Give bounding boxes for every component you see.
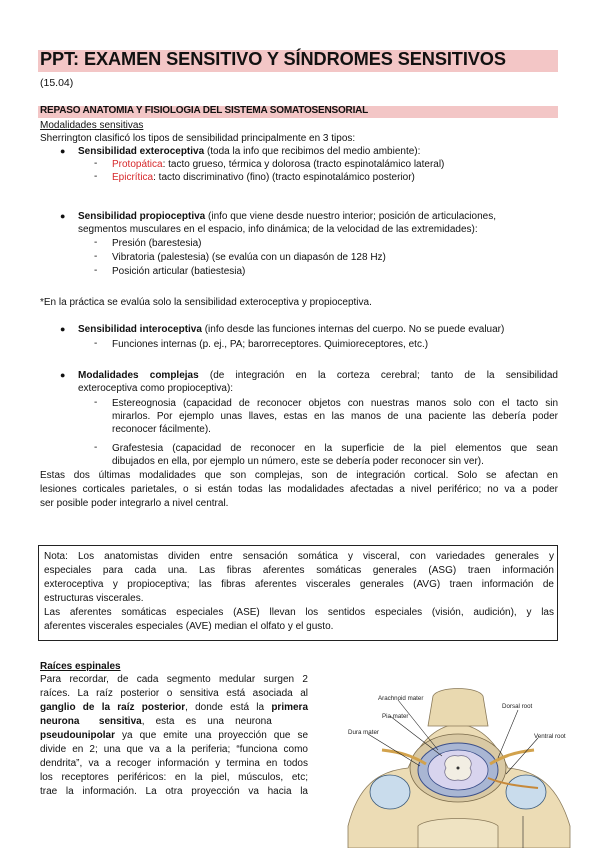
raices-heading: Raíces espinales [40, 661, 121, 672]
estereognosia-line-2: mirarlos. Por ejemplo unas llaves, estas en las manos de una paciente las debería poder [112, 411, 558, 422]
dash-icon: - [94, 265, 98, 276]
dash-icon: - [94, 397, 98, 408]
propioceptiva-item: Posición articular (batiestesia) [112, 266, 246, 277]
raices-line-5: pseudounipolar ya que emite una proyección que se [40, 730, 308, 741]
closing-line-1: Estas dos últimas modalidades que son complejas, son de integración cortical. Solo se afectan en [40, 470, 558, 481]
dash-icon: - [94, 442, 98, 453]
label-ventral-root: Ventral root [534, 733, 566, 740]
note-line-6: aferentes viscerales especiales (AVE) median el olfato y el gusto. [44, 621, 334, 632]
raices-line-6: divide en 2; una que va a la periferia; “funciona como [40, 744, 308, 755]
bullet-icon: ● [60, 211, 66, 221]
propioceptiva-item: Vibratoria (palestesia) (se evalúa con un diapasón de 128 Hz) [112, 252, 386, 263]
note-line-4: estructuras viscerales. [44, 593, 144, 604]
modalidades-heading: Modalidades sensitivas [40, 120, 144, 131]
label-dura: Dura mater [348, 729, 379, 736]
grafestesia-line-2: dibujados en ella, por ejemplo un número, este se debería poder reconocer sin ver). [112, 456, 484, 467]
exteroceptiva-line: Sensibilidad exteroceptiva (toda la info que recibimos del medio ambiente): [78, 146, 421, 157]
label-dorsal-root: Dorsal root [502, 703, 533, 710]
closing-line-3: ser posible poder integrarlo a nivel central. [40, 498, 229, 509]
closing-line-2: lesiones corticales parietales, o si están todas las modalidades afectadas a nivel periférico; no va a poder [40, 484, 558, 495]
grafestesia-line-1: Grafestesia (capacidad de reconocer en la superficie de la piel elementos que sean [112, 443, 558, 454]
bullet-icon: ● [60, 370, 66, 380]
note-line-5: Las aferentes somáticas especiales (ASE) llevan los sentidos especiales (visión, audición), y las [44, 607, 554, 618]
note-line-2: especiales para cada una. Las fibras aferentes somáticas generales (ASG) traen información [44, 565, 554, 576]
dash-icon: - [94, 251, 98, 262]
label-arachnoid: Arachnoid mater [378, 695, 424, 702]
intro-text: Sherrington clasificó los tipos de sensibilidad principalmente en 3 tipos: [40, 133, 356, 144]
complejas-line-2: exteroceptiva como propioceptiva): [78, 383, 234, 394]
dash-icon: - [94, 158, 98, 169]
raices-line-3: ganglio de la raíz posterior, donde está la primera [40, 702, 309, 713]
estereognosia-line-1: Estereognosia (capacidad de reconocer objetos con nuestras manos solo con el tacto sin [112, 398, 558, 409]
raices-line-7: dendrita”, va a recoger información y termina en todos [40, 758, 308, 769]
raices-line-2: raíces. La raíz posterior o sensitiva está asociada al [40, 688, 308, 699]
estereognosia-line-3: reconocer fácilmente). [112, 424, 211, 435]
propioceptiva-line-1: Sensibilidad propioceptiva (info que viene desde nuestro interior; posición de articulaciones, [78, 211, 496, 222]
raices-line-9: trae la información. La otra proyección va hacia la [40, 786, 308, 797]
raices-line-4: neurona sensitiva, esta es una neurona [40, 716, 272, 727]
bullet-icon: ● [60, 324, 66, 334]
raices-line-8: los receptores periféricos: en la piel, músculos, etc; [40, 772, 308, 783]
section-title: REPASO ANATOMIA Y FISIOLOGIA DEL SISTEMA SOMATOSENSORIAL [40, 105, 369, 116]
page-title: PPT: EXAMEN SENSITIVO Y SÍNDROMES SENSITIVOS [40, 49, 506, 69]
complejas-line-1: Modalidades complejas (de integración en la corteza cerebral; tanto de la sensibilidad [78, 370, 558, 381]
protopatica-item: Protopática: tacto grueso, térmica y dolorosa (tracto espinotalámico lateral) [112, 159, 445, 170]
note-line-1: Nota: Los anatomistas dividen entre sensación somática y visceral, con variedades generales y [44, 551, 554, 562]
bullet-icon: ● [60, 146, 66, 156]
spinal-cord-figure [338, 676, 578, 848]
date-label: (15.04) [40, 77, 74, 89]
interoceptiva-item: Funciones internas (p. ej., PA; barorreceptores. Quimioreceptores, etc.) [112, 339, 429, 350]
label-pia: Pia mater [382, 713, 409, 720]
practice-note: *En la práctica se evalúa solo la sensibilidad exteroceptiva y propioceptiva. [40, 297, 372, 308]
epicritica-item: Epicrítica: tacto discriminativo (fino) (tracto espinotalámico posterior) [112, 172, 415, 183]
dash-icon: - [94, 237, 98, 248]
interoceptiva-line: Sensibilidad interoceptiva (info desde las funciones internas del cuerpo. No se puede evaluar) [78, 324, 505, 335]
dash-icon: - [94, 171, 98, 182]
propioceptiva-item: Presión (barestesia) [112, 238, 202, 249]
propioceptiva-line-2: segmentos musculares en el espacio, info dinámica; de la velocidad de las extremidades): [78, 224, 478, 235]
dash-icon: - [94, 338, 98, 349]
note-line-3: exteroceptiva y propioceptiva; las fibras aferentes viscerales generales (AVG) traen información de [44, 579, 554, 590]
raices-line-1: Para recordar, de cada segmento medular surgen 2 [40, 674, 308, 685]
